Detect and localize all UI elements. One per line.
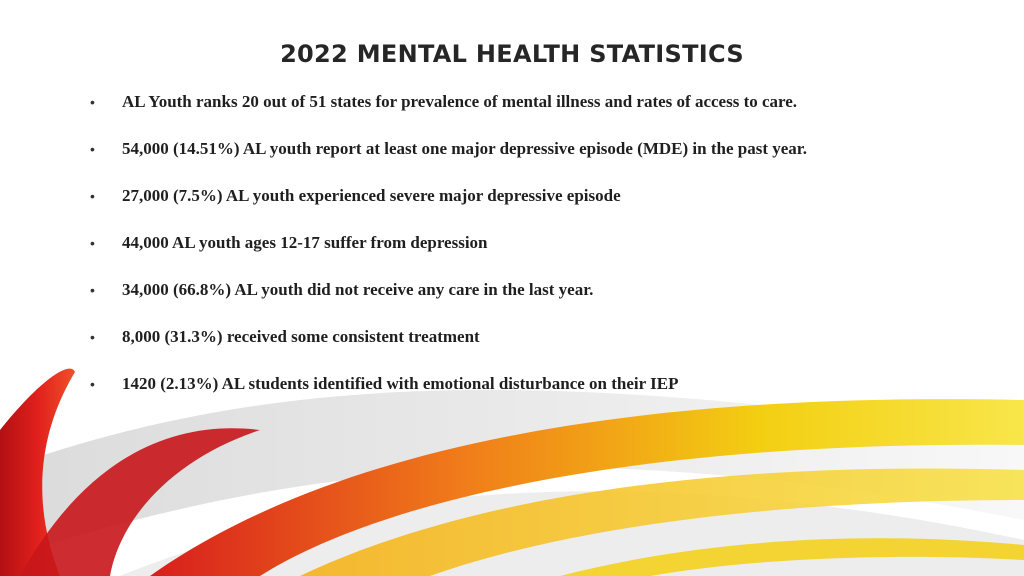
bullet-icon: •	[90, 235, 95, 251]
bullet-icon: •	[90, 94, 95, 110]
bullet-icon: •	[90, 329, 95, 345]
bullet-item	[90, 125, 990, 172]
bullet-icon: •	[90, 376, 95, 392]
slide-title: 2022 MENTAL HEALTH STATISTICS	[280, 40, 744, 68]
bullet-icon: •	[90, 141, 95, 157]
bullet-item	[90, 266, 990, 313]
bullet-text: AL Youth ranks 20 out of 51 states for prevalence of mental illness and rates of access to care.	[122, 92, 798, 111]
bullet-text: 27,000 (7.5%) AL youth experienced severe major depressive episode	[122, 186, 621, 205]
bullet-icon: •	[90, 188, 95, 204]
bullet-item	[90, 313, 990, 360]
bullet-item	[90, 219, 990, 266]
bullet-text: 34,000 (66.8%) AL youth did not receive any care in the last year.	[122, 280, 594, 299]
bullet-text: 44,000 AL youth ages 12-17 suffer from depression	[122, 233, 488, 252]
bullet-text: 8,000 (31.3%) received some consistent treatment	[122, 327, 480, 346]
bullet-item	[90, 360, 990, 407]
bullet-text: 54,000 (14.51%) AL youth report at least one major depressive episode (MDE) in the past year.	[122, 139, 808, 158]
bullet-text: 1420 (2.13%) AL students identified with emotional disturbance on their IEP	[122, 374, 679, 393]
bullet-icon: •	[90, 282, 95, 298]
bullet-list	[90, 78, 990, 407]
bullet-item	[90, 78, 990, 125]
bullet-item	[90, 172, 990, 219]
